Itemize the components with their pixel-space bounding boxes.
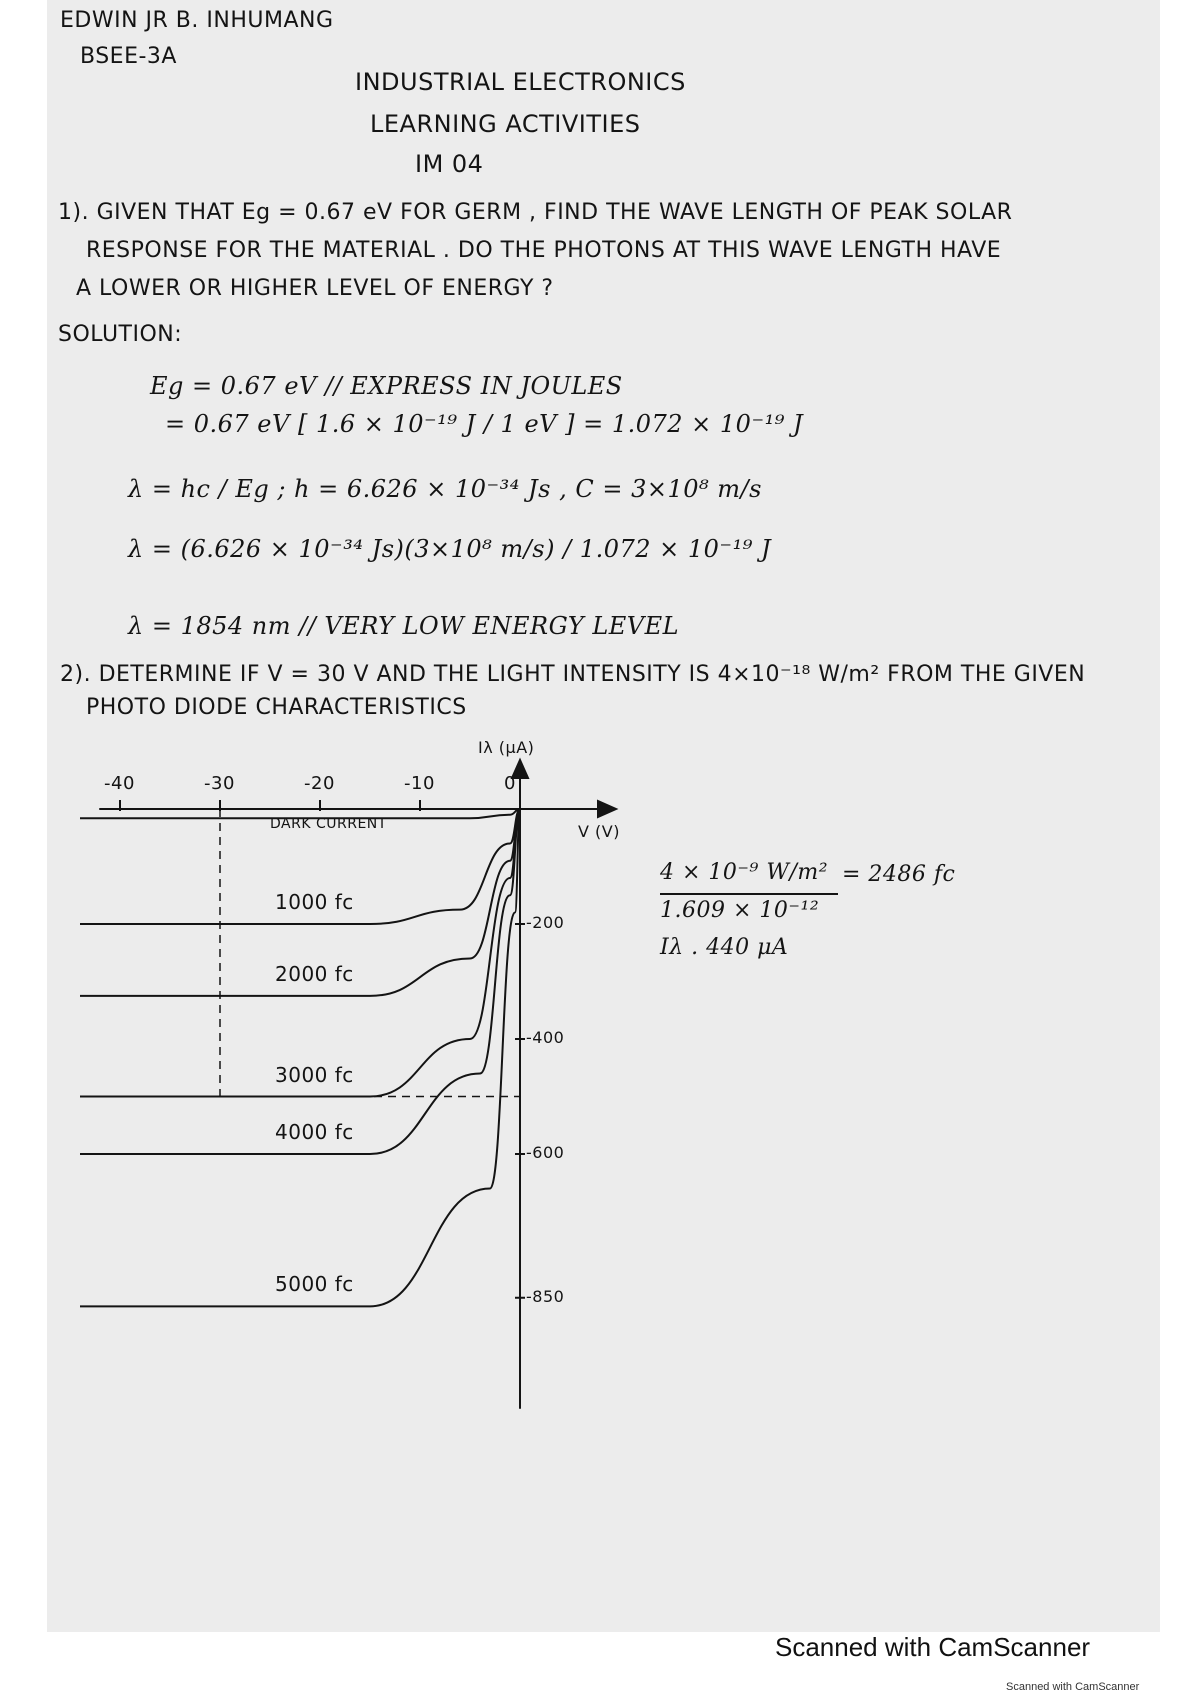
problem2-line-2: PHOTO DIODE CHARACTERISTICS bbox=[86, 695, 467, 720]
camscanner-watermark: Scanned with CamScanner bbox=[775, 1632, 1091, 1662]
x-tick-label: -10 bbox=[404, 773, 435, 794]
solution-answer: λ = 1854 nm // VERY LOW ENERGY LEVEL bbox=[128, 612, 680, 640]
series-label: 4000 fc bbox=[275, 1120, 354, 1144]
x-tick-label: -20 bbox=[304, 773, 335, 794]
calc-numerator: 4 × 10⁻⁹ W/m² bbox=[660, 860, 829, 885]
problem1-line-1: 1). GIVEN THAT Eg = 0.67 eV FOR GERM , FIND THE WAVE LENGTH OF PEAK SOLAR bbox=[58, 200, 1013, 225]
solution-step-1: Eg = 0.67 eV // EXPRESS IN JOULES bbox=[150, 372, 623, 400]
calc-result: = 2486 fc bbox=[842, 862, 956, 887]
problem2-line-1: 2). DETERMINE IF V = 30 V AND THE LIGHT INTENSITY IS 4×10⁻¹⁸ W/m² FROM THE GIVEN bbox=[60, 662, 1086, 687]
student-name: EDWIN JR B. INHUMANG bbox=[60, 8, 334, 33]
series-curve-3 bbox=[80, 809, 520, 1097]
title-line-2: LEARNING ACTIVITIES bbox=[370, 110, 641, 138]
solution-step-2: = 0.67 eV [ 1.6 × 10⁻¹⁹ J / 1 eV ] = 1.072 × 10⁻¹⁹ J bbox=[165, 410, 804, 438]
camscanner-footer-watermark: Scanned with CamScanner bbox=[1006, 1681, 1140, 1693]
y-tick-label: -600 bbox=[526, 1143, 565, 1162]
title-line-1: INDUSTRIAL ELECTRONICS bbox=[355, 68, 686, 96]
x-tick-label: -30 bbox=[204, 773, 235, 794]
series-label: 1000 fc bbox=[275, 890, 354, 914]
x-axis-title: V (V) bbox=[578, 822, 620, 841]
x-tick-label: 0 bbox=[504, 773, 516, 794]
title-line-3: IM 04 bbox=[415, 150, 484, 178]
x-axis-arrow-icon bbox=[598, 801, 616, 817]
series-label: 5000 fc bbox=[275, 1272, 354, 1297]
solution-step-4: λ = (6.626 × 10⁻³⁴ Js)(3×10⁸ m/s) / 1.072 × 10⁻¹⁹ J bbox=[128, 535, 772, 563]
problem1-line-2: RESPONSE FOR THE MATERIAL . DO THE PHOTONS AT THIS WAVE LENGTH HAVE bbox=[86, 238, 1002, 263]
series-label: 2000 fc bbox=[275, 961, 354, 986]
y-tick-label: -200 bbox=[526, 913, 565, 932]
solution-label: SOLUTION: bbox=[58, 322, 183, 347]
y-tick-label: -850 bbox=[526, 1286, 565, 1306]
student-section: BSEE-3A bbox=[80, 44, 177, 69]
series-label: DARK CURRENT bbox=[270, 816, 387, 833]
series-curve-5 bbox=[80, 809, 520, 1306]
calc-answer: Iλ . 440 μA bbox=[660, 935, 789, 960]
calc-denominator: 1.609 × 10⁻¹² bbox=[660, 898, 820, 923]
y-tick-label: -400 bbox=[526, 1028, 565, 1047]
x-tick-label: -40 bbox=[104, 773, 135, 794]
series-label: 3000 fc bbox=[275, 1062, 354, 1087]
problem1-line-3: A LOWER OR HIGHER LEVEL OF ENERGY ? bbox=[76, 276, 554, 301]
solution-step-3: λ = hc / Eg ; h = 6.626 × 10⁻³⁴ Js , C = 3×10⁸ m/s bbox=[128, 475, 762, 503]
y-axis-title: Iλ (μA) bbox=[478, 738, 535, 757]
